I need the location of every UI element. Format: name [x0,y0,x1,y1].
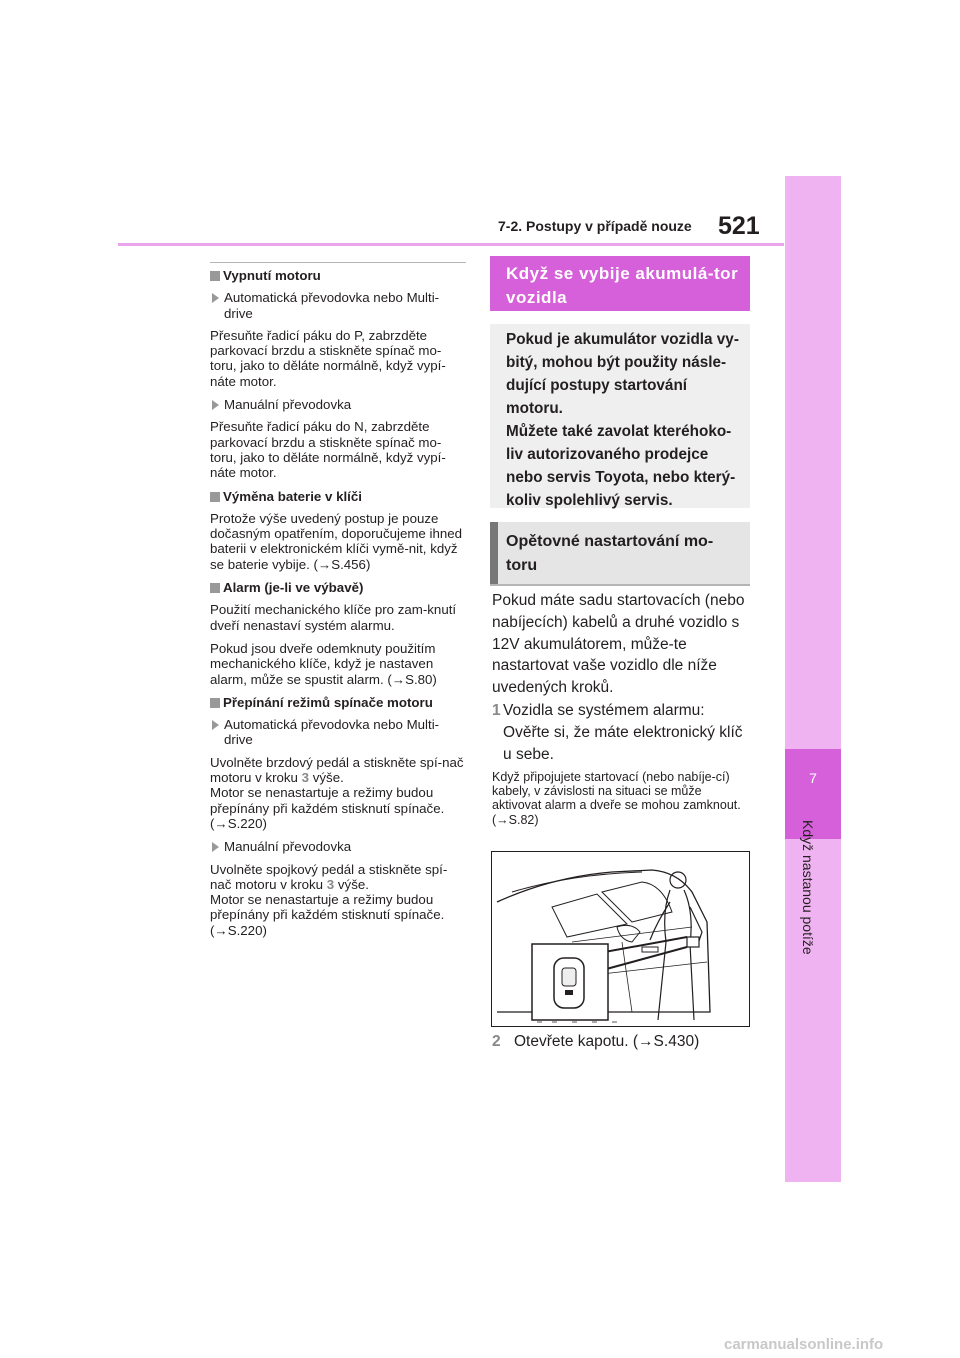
paragraph: Protože výše uvedený postup je pouze dočasným opatřením, doporučujeme ihned baterii v elektronickém klíči vymě-nit, když se baterie vybije. (→S.456) [210,510,463,572]
heading-vypnuti: Vypnutí motoru [210,268,466,283]
step-ref: 3 [326,876,335,892]
intro-text: Pokud je akumulátor vozidla vy-bitý, mohou být použity násle-dující postupy startování motoru. Můžete také zavolat kteréhoko-liv autorizovaného prodejce nebo servis Toyota, nebo který-koliv spolehlivý servis. [506,331,739,509]
paragraph: Použití mechanického klíče pro zam-knutí dveří nenastaví systém alarmu. [210,602,457,633]
step-1: 1 Vozidla se systémem alarmu: Ověřte si, že máte elektronický klíč u sebe. [492,700,754,765]
square-bullet-icon [210,492,220,502]
triangle-bullet-icon [212,842,219,852]
square-bullet-icon [210,698,220,708]
step-2: 2 Otevřete kapotu. (→S.430) [492,1031,754,1053]
subitem-manual: Manuální převodovka [210,839,466,854]
step-number: 1 [492,702,501,719]
left-column-rule [210,262,466,263]
step-number: 2 [492,1033,501,1050]
heading-alarm: Alarm (je-li ve výbavě) [210,580,466,595]
square-bullet-icon [210,583,220,593]
step-ref: 3 [301,770,310,786]
section-heading: Opětovné nastartování mo-toru [506,533,714,574]
heading-prepinani: Přepínání režimů spínače motoru [210,695,466,710]
paragraph: Pokud jsou dveře odemknuty použitím mechanického klíče, když je nastaven alarm, může se spustit alarm. (→S.80) [210,640,437,687]
left-column [210,262,466,946]
body-paragraph: Pokud máte sadu startovacích (nebo nabíjecích) kabelů a druhé vozidlo s 12V akumulátorem, může-te nastartovat vaše vozidlo dle níže uvedených kroků. [492,592,745,697]
chapter-side-strip [785,176,841,1182]
square-bullet-icon [210,271,220,281]
triangle-bullet-icon [212,293,219,303]
chapter-number: 7 [809,770,817,786]
paragraph: Přesuňte řadicí páku do N, zabrzděte parkovací brzdu a stiskněte spínač mo-toru, jako to děláte normálně, když vypí-náte motor. [210,419,446,481]
header-rule [118,243,784,246]
subitem-manual: Manuální převodovka [210,397,466,412]
car-door-key-icon [492,852,749,1026]
note-paragraph: Když připojujete startovací (nebo nabíje-cí) kabely, v závislosti na situaci se může aktivovat alarm a dveře se mohou zamknout. (→S.82) [492,770,741,827]
triangle-bullet-icon [212,720,219,730]
subitem-auto: Automatická převodovka nebo Multi-drive [210,290,466,321]
paragraph: Přesuňte řadicí páku do P, zabrzděte parkovací brzdu a stiskněte spínač mo-toru, jako to děláte normálně, když vypí-náte motor. [210,327,446,389]
chapter-label: Když nastanou potíže [800,820,816,955]
paragraph: Motor se nenastartuje a režimy budou přepínány při každém stisknutí spínače. (→S.220) [210,785,445,831]
paragraph: Uvolněte spojkový pedál a stiskněte spí-nač motoru v kroku 3 výše. [210,861,448,892]
banner-title: Když se vybije akumulá-tor vozidla [506,264,739,307]
paragraph: Uvolněte brzdový pedál a stiskněte spí-nač motoru v kroku 3 výše. [210,754,464,786]
page-number: 521 [718,212,760,240]
watermark-text: carmanualsonline.info [724,1336,884,1353]
paragraph: Motor se nenastartuje a režimy budou přepínány při každém stisknutí spínače. (→S.220) [210,892,445,938]
subitem-auto: Automatická převodovka nebo Multi-drive [210,717,466,748]
section-title: 7-2. Postupy v případě nouze [498,218,692,234]
car-illustration [491,851,750,1027]
triangle-bullet-icon [212,400,219,410]
heading-vymena: Výměna baterie v klíči [210,489,466,504]
section-heading-bar [490,522,498,584]
